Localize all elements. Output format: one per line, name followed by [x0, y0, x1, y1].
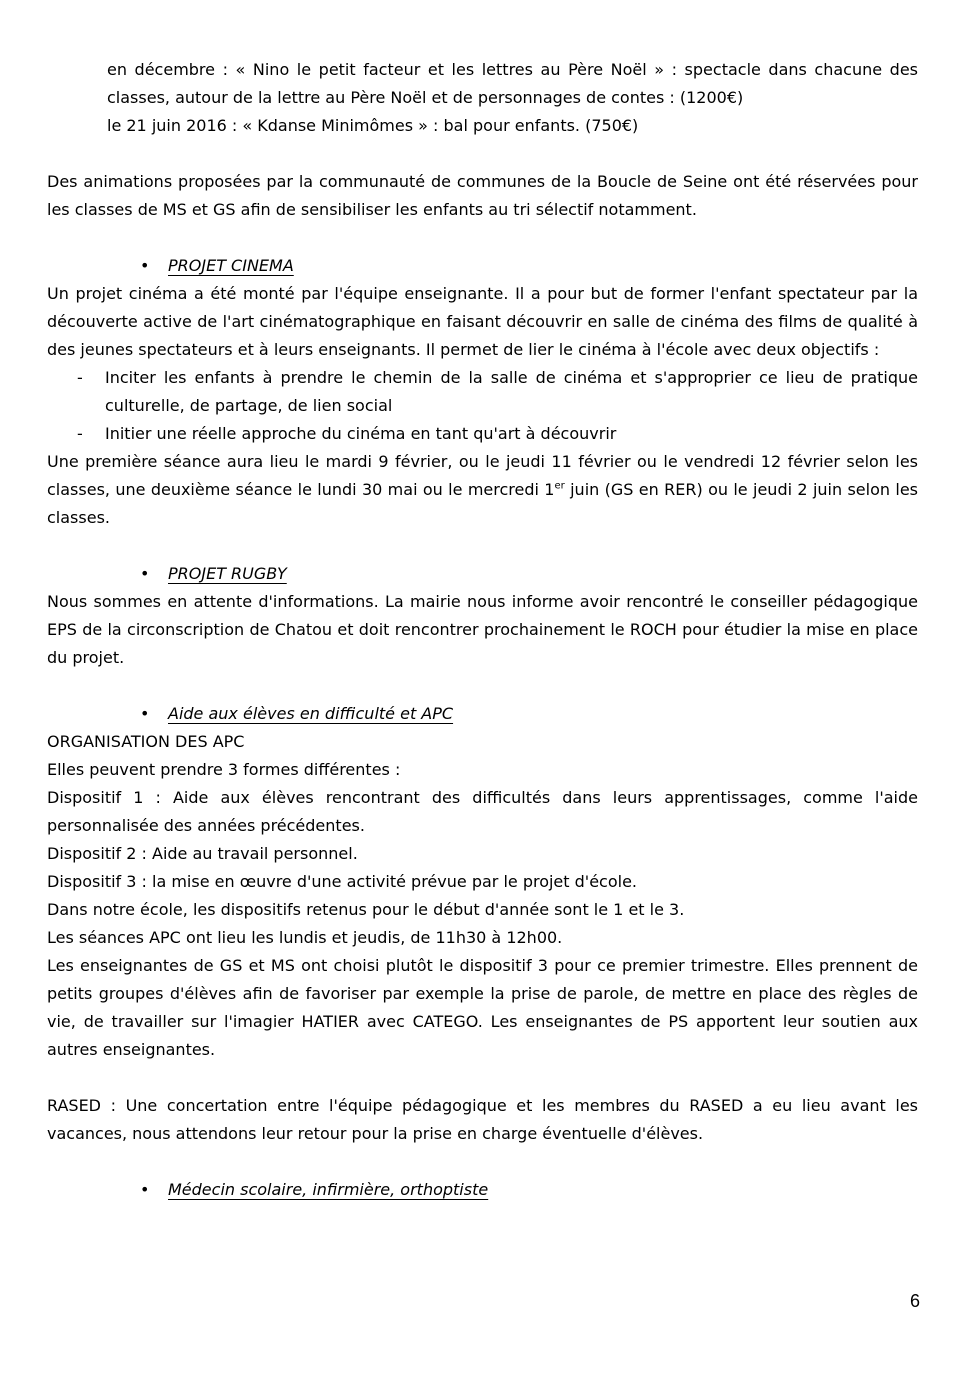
cinema-schedule-paragraph: [47, 448, 918, 532]
dispositif-2-line: Dispositif 2 : Aide au travail personnel.: [47, 844, 358, 863]
objective-item: [77, 364, 918, 420]
bullet-icon: •: [140, 564, 150, 583]
dash-icon: -: [77, 368, 83, 387]
section-heading-medecin: [140, 1176, 918, 1204]
bullet-icon: •: [140, 1180, 150, 1199]
animations-paragraph: Des animations proposées par la communauté de communes de la Boucle de Seine ont été réservées pour les classes de MS et GS afin de sensibiliser les enfants au tri sélectif notamment.: [47, 172, 918, 219]
section-heading-projet-cinema: [140, 252, 918, 280]
apc-intro-line: Elles peuvent prendre 3 formes différentes :: [47, 760, 401, 779]
event-item-december: en décembre : « Nino le petit facteur et les lettres au Père Noël » : spectacle dans chacune des classes, autour de la lettre au Père Noël et de personnages de contes : (1200€): [107, 60, 918, 107]
apc-subtitle: ORGANISATION DES APC: [47, 732, 245, 751]
ordinal-superscript: er: [554, 480, 565, 492]
schedule-text-end: juin (GS en RER) ou le jeudi 2 juin selon les classes.: [47, 480, 919, 527]
objective-text: Initier une réelle approche du cinéma en tant qu'art à découvrir: [105, 424, 617, 443]
section-heading-aide-apc: [140, 700, 918, 728]
bullet-icon: •: [140, 704, 150, 723]
dispositif-3-line: Dispositif 3 : la mise en œuvre d'une activité prévue par le projet d'école.: [47, 872, 637, 891]
section-heading-label: PROJET RUGBY: [168, 564, 287, 583]
dispositifs-retenus-line: Dans notre école, les dispositifs retenus pour le début d'année sont le 1 et le 3.: [47, 900, 685, 919]
enseignantes-paragraph: Les enseignantes de GS et MS ont choisi plutôt le dispositif 3 pour ce premier trimestre. Elles prennent de petits groupes d'élèves afin de favoriser par exemple la prise de parole, de mettre en place des règles de vie, de travailler sur l'imagier HATIER avec CATEGO. Les enseignantes de PS apportent leur soutien aux autres enseignantes.: [47, 956, 918, 1059]
dash-icon: -: [77, 424, 83, 443]
page-number: 6: [909, 1291, 920, 1311]
rugby-paragraph: Nous sommes en attente d'informations. La mairie nous informe avoir rencontré le conseiller pédagogique EPS de la circonscription de Chatou et doit rencontrer prochainement le ROCH pour étudier la mise en place du projet.: [47, 592, 918, 667]
bullet-icon: •: [140, 256, 150, 275]
section-heading-label: Aide aux élèves en difficulté et APC: [168, 704, 454, 723]
cinema-intro-paragraph: Un projet cinéma a été monté par l'équipe enseignante. Il a pour but de former l'enfant spectateur par la découverte active de l'art cinématographique en faisant découvrir en salle de cinéma des films de qualité à des jeunes spectateurs et à leurs enseignants. Il permet de lier le cinéma à l'école avec deux objectifs :: [47, 284, 918, 359]
objective-text: Inciter les enfants à prendre le chemin de la salle de cinéma et s'approprier ce lieu de pratique culturelle, de partage, de lien social: [105, 368, 918, 415]
event-item-june: le 21 juin 2016 : « Kdanse Minimômes » : bal pour enfants. (750€): [107, 116, 639, 135]
schedule-text-start: Une première séance aura lieu le mardi 9 février, ou le jeudi 11 février ou le vendredi 12 février selon les classes, une deuxième séance le lundi 30 mai ou le mercredi 1: [47, 452, 918, 499]
section-heading-label: Médecin scolaire, infirmière, orthoptiste: [168, 1180, 489, 1199]
section-heading-label: PROJET CINEMA: [168, 256, 294, 275]
cinema-objectives-list: [47, 364, 918, 448]
objective-item: [77, 420, 918, 448]
seances-apc-line: Les séances APC ont lieu les lundis et jeudis, de 11h30 à 12h00.: [47, 928, 563, 947]
dispositif-1-line: Dispositif 1 : Aide aux élèves rencontrant des difficultés dans leurs apprentissages, comme l'aide personnalisée des années précédentes.: [47, 788, 918, 835]
rased-paragraph: RASED : Une concertation entre l'équipe pédagogique et les membres du RASED a eu lieu avant les vacances, nous attendons leur retour pour la prise en charge éventuelle d'élèves.: [47, 1096, 918, 1143]
section-heading-projet-rugby: [140, 560, 918, 588]
events-list: [107, 56, 918, 140]
